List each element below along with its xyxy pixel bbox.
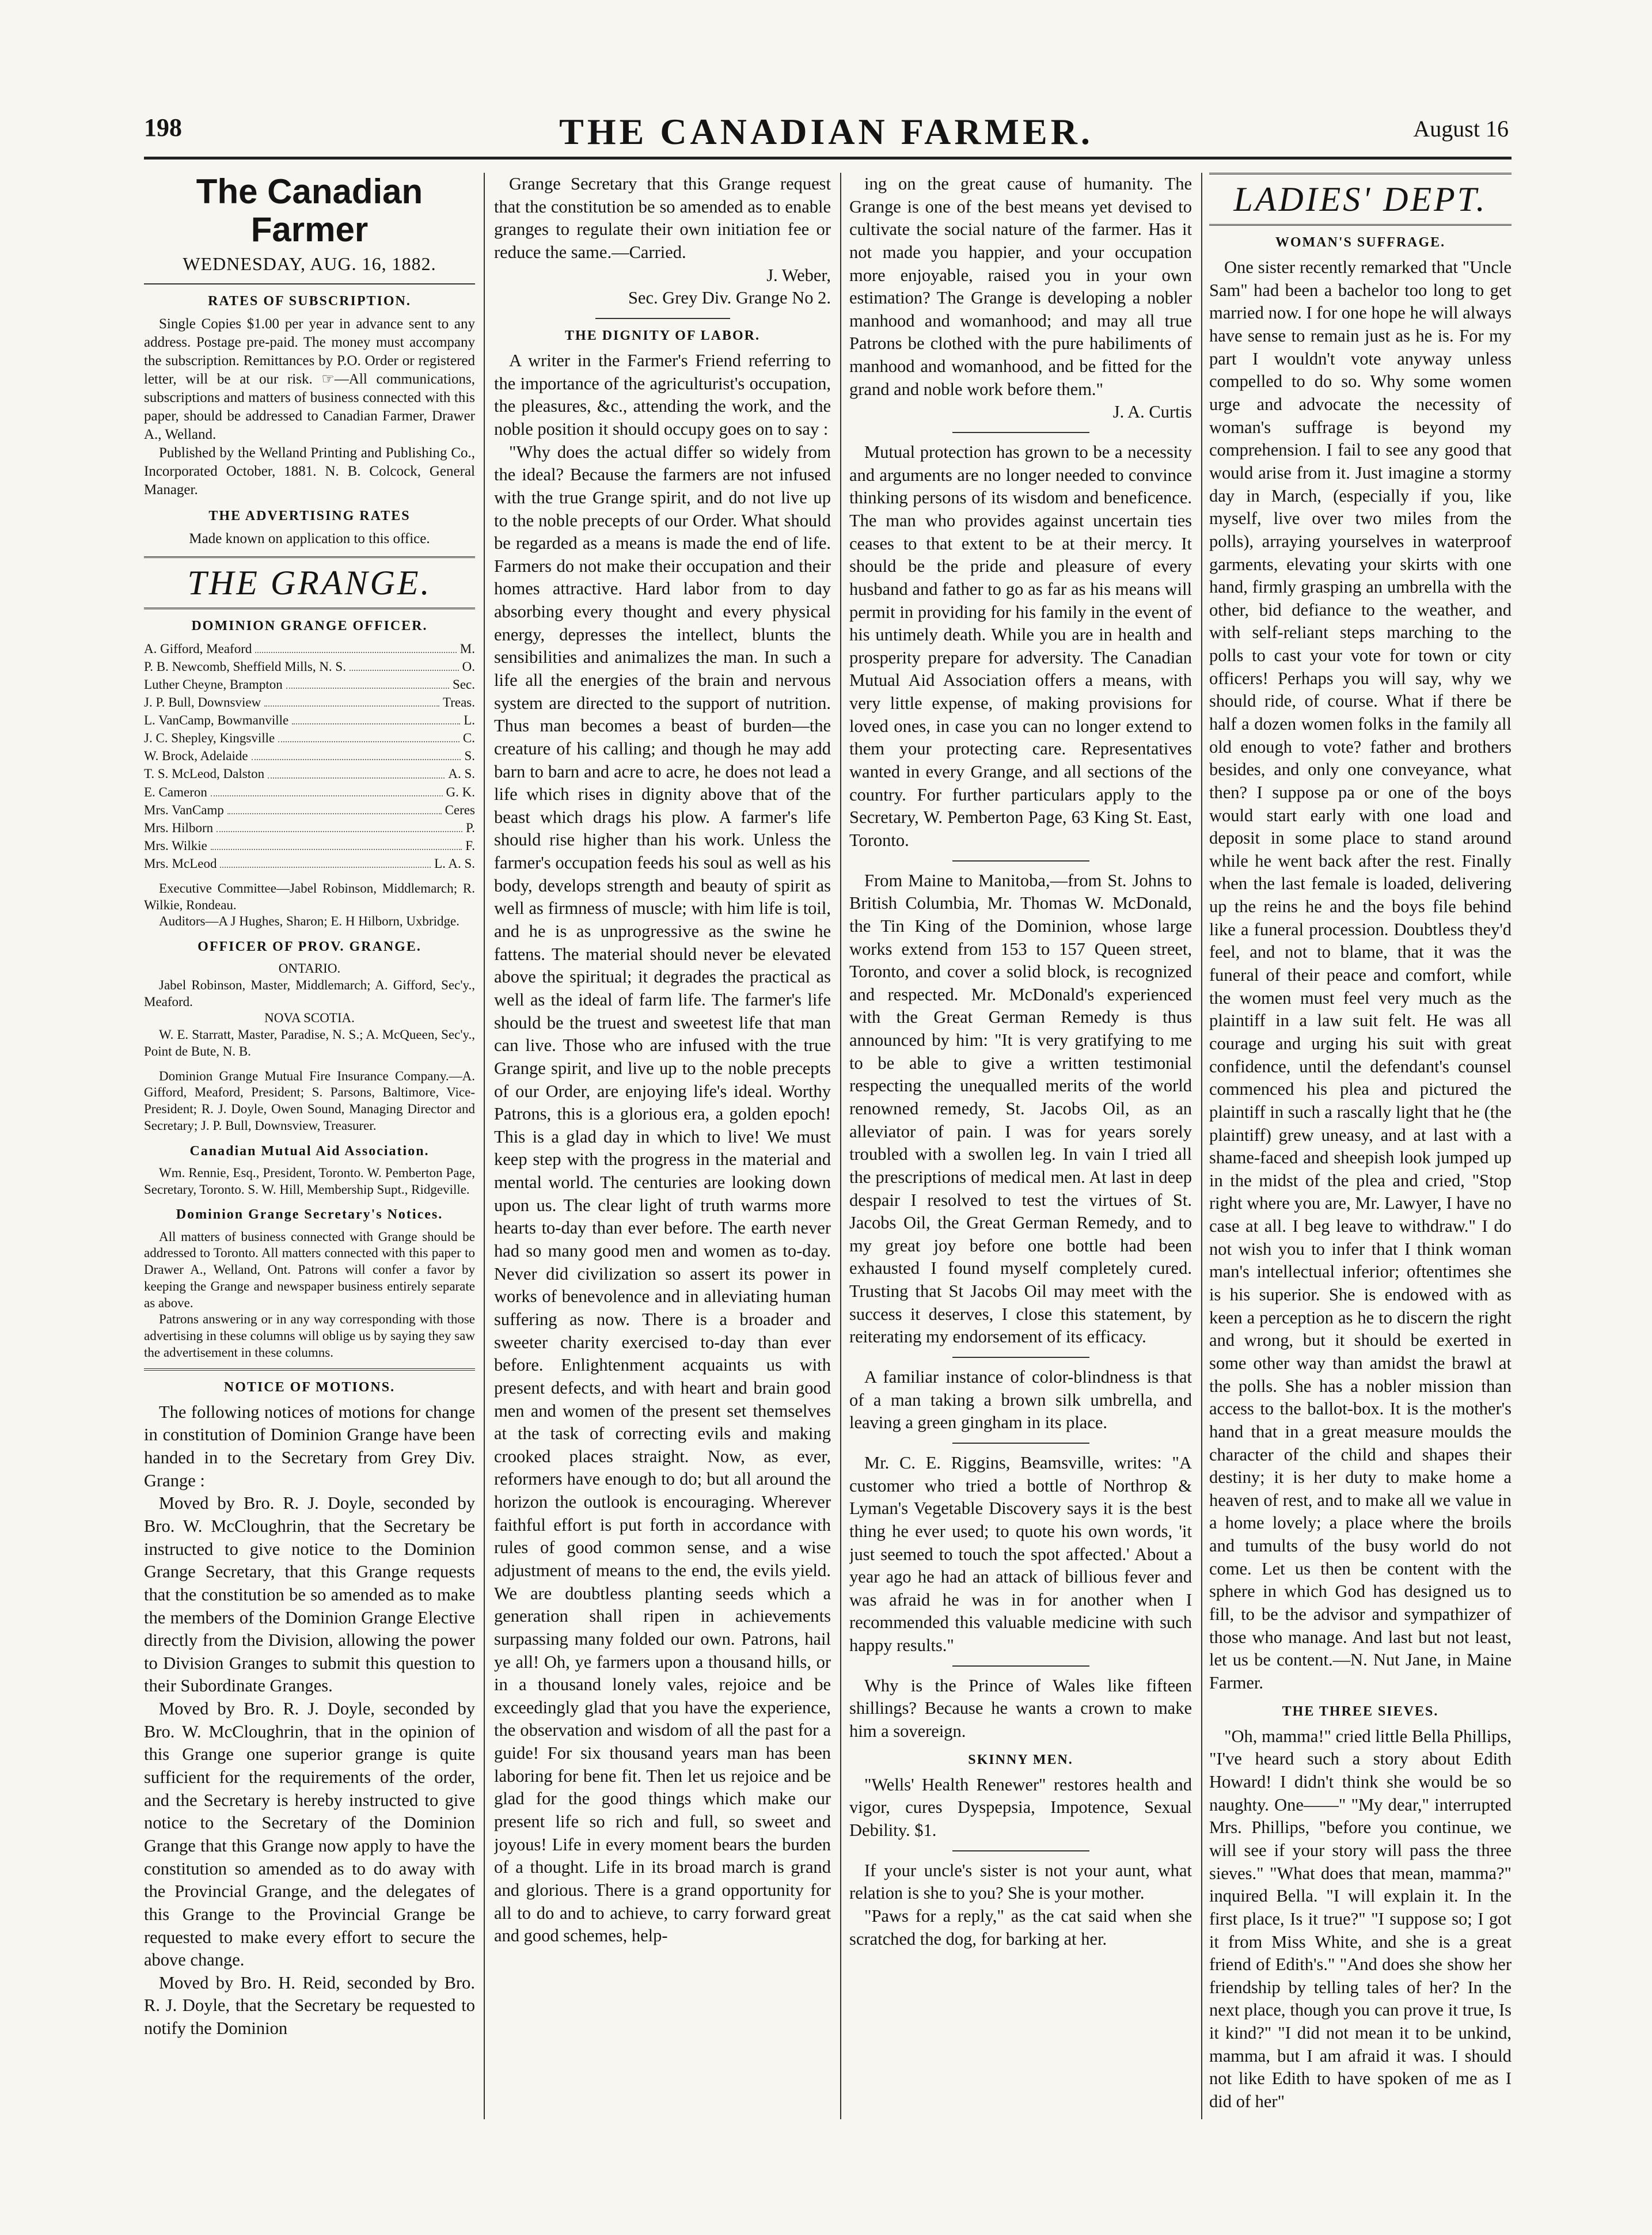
color-blindness-paragraph: A familiar instance of color-blindness is that of a man taking a brown silk umbrella, and leaving a green gingham in its place. [849,1367,1192,1433]
column-divider [840,173,841,2119]
divider [952,1850,1089,1851]
officer-row: J. P. Bull, Downsview Treas. [144,693,475,711]
rates-heading: RATES OF SUBSCRIPTION. [208,293,411,309]
skinny-men-heading: SKINNY MEN. [968,1752,1073,1767]
officer-row: E. Cameron G. K. [144,783,475,801]
officer-row: Mrs. McLeod L. A. S. [144,855,475,872]
officer-row: P. B. Newcomb, Sheffield Mills, N. S. O. [144,658,475,676]
officer-row: Mrs. Hilborn P. [144,819,475,837]
masthead [144,111,1509,152]
officer-row: Mrs. Wilkie F. [144,837,475,855]
published-by: Published by the Welland Printing and Publishing Co., Incorporated October, 1881. N. B. Colcock, General Manager. [144,445,475,498]
divider [952,1357,1089,1358]
mutual-aid-heading: Canadian Mutual Aid Association. [189,1143,430,1159]
column-third [849,173,1192,2125]
masthead-rule [144,157,1512,160]
officer-row: L. VanCamp, Bowmanville L. [144,711,475,729]
nova-scotia-label: NOVA SCOTIA. [264,1011,355,1026]
uncle-sister-riddle: If your uncle's sister is not your aunt, what relation is she to you? She is your mother. [849,1860,1192,1903]
grange-resolution: Grange Secretary that this Grange request that the constitution be so amended as to enable granges to regulate their own initiation fee or reduce the same.—Carried. [494,174,831,262]
riggins-paragraph: Mr. C. E. Riggins, Beamsville, writes: "A customer who tried a bottle of Northrop & Lyman's Vegetable Discovery says it is the best thing he ever used; to quote his own words, 'it just seemed to touch the spot affected.' About a year ago he had an attack of billious fever and was afraid he was in for another when I recommended this valuable medicine with such happy results." [849,1452,1192,1656]
officer-row: W. Brock, Adelaide S. [144,747,475,765]
prov-officer-heading: OFFICER OF PROV. GRANGE. [198,939,421,955]
health-renewer-paragraph: "Wells' Health Renewer" restores health and vigor, cures Dyspepsia, Impotence, Sexual Debility. $1. [849,1774,1192,1841]
three-sieves-story: "Oh, mamma!" cried little Bella Phillips, "I've heard such a story about Edith Howard! I didn't think she would be so naughty. One——" "My dear," interrupted Mrs. Phillips, "before you continue, we will see if your story will pass the three sieves." "What does that mean, mamma?" inquired Bella. "I will explain it. In the first place, Is it true?" "I suppose so; I got it from Miss White, and she is a great friend of Edith's." "And does she show her friendship by telling tales of her? In the next place, though you can prove it true, Is it kind?" "I did not mean it to be unkind, mamma, but I am afraid it was. I should not like Edith to have spoken of me as I did of her" [1209,1726,1512,2111]
masthead-date: August 16 [1413,116,1509,142]
motions-paragraph: Moved by Bro. H. Reid, seconded by Bro. R. J. Doyle, that the Secretary be requested to notify the Dominion [144,1972,475,2039]
paper-name: The Canadian Farmer [196,173,423,249]
article-paragraph: ing on the great cause of humanity. The Grange is one of the best means yet devised to cultivate the social nature of the farmer. Has it not made you happier, and your occupation more enjoyable, raised you in your own estimation? The Grange is developing a nobler manhood and womanhood; and may all true Patrons be clothed with the pure habiliments of manhood and womanhood, and be fitted for the grand and noble work before them." [849,174,1192,399]
prince-joke: Why is the Prince of Wales like fifteen shillings? Because he wants a crown to make him a sovereign. [849,1675,1192,1741]
divider [144,1368,475,1371]
dignity-paragraph: A writer in the Farmer's Friend referring to the importance of the agriculturist's occupation, the pleasures, &c., attending the work, and the noble position it should occupy goes on to say : [494,351,831,439]
officer-row: T. S. McLeod, Dalston A. S. [144,765,475,783]
divider [952,1443,1089,1444]
secretary-notices-heading: Dominion Grange Secretary's Notices. [176,1207,443,1223]
mutual-fire-insurance: Dominion Grange Mutual Fire Insurance Company.—A. Gifford, Meaford, President; S. Parsons, Baltimore, Vice-President; R. J. Doyle, Owen Sound, Managing Director and Secretary; J. P. Bull, Downsview, Treasurer. [144,1068,475,1133]
officers-list [144,640,475,872]
three-sieves-heading: THE THREE SIEVES. [1282,1703,1439,1719]
divider [144,283,475,284]
officer-row: J. C. Shepley, Kingsville C. [144,729,475,747]
signature-name: J. Weber, [766,265,831,285]
executive-committee: Executive Committee—Jabel Robinson, Middlemarch; R. Wilkie, Rondeau. [144,881,475,912]
column-divider [1201,173,1202,2119]
testimonial-paragraph: From Maine to Manitoba,—from St. Johns to British Columbia, Mr. Thomas W. McDonald, the Tin King of the Dominion, whose large works extend from 153 to 157 Queen street, Toronto, and cover a solid block, is recognized and respected. Mr. McDonald's experienced with the Great German Remedy is thus announced by him: "It is very gratifying to me to be able to give a written testimonial respecting the unequalled merits of the world renowned remedy, St. Jacobs Oil, as an alleviator of pain. I was for years sorely troubled with a swollen leg. In vain I tried all the prescriptions of medical men. At last in deep despair I resolved to test the virtues of St. Jacobs Oil, the Great German Remedy, and to my great joy before one bottle had been exhausted I found myself completely cured. Trusting that St Jacobs Oil may meet with the success it deserves, I close this statement, by reiterating my endorsement of its efficacy. [849,870,1192,1347]
mutual-aid-text: Wm. Rennie, Esq., President, Toronto. W. Pemberton Page, Secretary, Toronto. S. W. Hill, Membership Supt., Ridgeville. [144,1165,475,1197]
notices-text-2: Patrons answering or in any way corresponding with those advertising in these columns will oblige us by saying they saw the advertisement in these columns. [144,1312,475,1360]
officer-row: A. Gifford, Meaford M. [144,640,475,658]
cat-joke: "Paws for a reply," as the cat said when she scratched the dog, for barking at her. [849,1906,1192,1949]
ontario-text: Jabel Robinson, Master, Middlemarch; A. Gifford, Sec'y., Meaford. [144,977,475,1009]
column-divider [484,173,485,2119]
dignity-paragraph: "Why does the actual differ so widely from the ideal? Because the farmers are not infused with the true Grange spirit, and do not live up to the noble precepts of our Order. What should be regarded as a means is made the end of life. Farmers do not make their occupation and their homes attractive. Hard labor from to day absorbing every thought and every physical energy, depresses the intellect, blunts the sensibilities and animalizes the man. In such a life all the energies of the brain and nervous system are directed to the support of nutrition. Thus man becomes a beast of burden—the creature of his calling; and though he may add barn to barn and acre to acre, he does not lead a life which rises in dignity above that of the beast which drags his plow. A farmer's life should rise higher than his work. Unless the farmer's occupation feeds his soul as well as his body, develops strength and beauty of spirit as well as firmness of muscle; with him life is toil, and he is as unprogressive as the swine he fattens. The material should never be elevated above the spiritual; it degrades the practical as well as the ideal of farm life. The farmer's life should be the truest and sweetest life that man can live. Those who are infused with the true Grange spirit, and live up to the noble precepts of our Order, are enjoying life's ideal. Worthy Patrons, this is a glorious era, a golden epoch! This is a glad day in which to live! We must keep step with the progress in the material and mental world. The centuries are looking down upon us. The clear light of truth warms more hearts to-day than ever before. The earth never had so many good men and women as to-day. Never did civilization so assert its power in works of benevolence and in alleviating human suffering as now. There is a broader and sweeter charity exercised to-day than ever before. Enlightenment acquaints us with present defects, and with heart and brain good men and women of the present set themselves at the task of correcting evils and making crooked places straight. Now, as ever, reformers have enough to do; but all around the horizon the outlook is encouraging. Wherever faithful effort is put forth in accordance with rules of good common sense, and a wise adjustment of means to the end, the evils yield. We are doubtless planting seeds which a generation shall ripen in achievements surpassing many folded our own. Patrons, hail ye all! Oh, ye farmers upon a thousand hills, or in a thousand lonely vales, rejoice and be exceedingly glad that you have the experience, the observation and wisdom of all the past for a guide! For six thousand years man has been laboring for bene fit. Then let us rejoice and be glad for the good things which make our present life so rich and full, so sweet and joyous! Life in every moment bears the burden of a thought. Life in its broad march is grand and glorious. There is a grand opportunity for all to do and to achieve, to carry forward great and good schemes, help- [494,442,831,1946]
divider [952,1665,1089,1667]
newspaper-title: THE CANADIAN FARMER. [559,111,1093,152]
dignity-heading: THE DIGNITY OF LABOR. [565,328,760,343]
officer-row: Luther Cheyne, Brampton Sec. [144,676,475,693]
motions-heading: NOTICE OF MOTIONS. [223,1379,396,1395]
motions-paragraph: Moved by Bro. R. J. Doyle, seconded by Bro. W. McCloughrin, that the Secretary be instructed to give notice to the Dominion Grange Secretary, that this Grange requests that the constitution be so amended as to make the members of the Dominion Grange Elective directly from the Division, allowing the power to Division Granges to submit this question to their Subordinate Granges. [144,1493,475,1696]
officer-row: Mrs. VanCamp Ceres [144,801,475,819]
signature-name: J. A. Curtis [1112,402,1192,422]
divider [595,318,730,319]
woman-suffrage-heading: WOMAN'S SUFFRAGE. [1275,235,1446,250]
suffrage-article: One sister recently remarked that "Uncle Sam" had been a bachelor too long to get married now. I for one hope he will always have sense to remain just as he is. For my part I wouldn't vote anyway unless compelled to do so. Why some women urge and advocate the necessity of woman's suffrage is beyond my comprehension. I fail to see any good that would arise from it. Just imagine a stormy day in March, (especially if you, like myself, live over two miles from the polls), arraying yourselves in waterproof garments, elevating your skirts with one hand, firmly grasping an umbrella with the other, bid defiance to the weather, and with self-reliant steps marching to the polls to cast your vote for town or city officers! Perhaps you will say, why we should ride, of course. What if there be half a dozen women folks in the family all old enough to vote? father and brothers besides, and only one conveyance, what then? I suppose pa or one of the boys would start early with one load and deposit in some place to stand around while he went back after the rest. Finally when the last female is loaded, delivering up the reins he and the boys file behind like a funeral procession. Doubtless they'd feel, and not to blame, that it was the funeral of their peace and comfort, while the women must feel very much as the plaintiff in a law suit felt. He was all courage and urging his suit with great confidence, until the defendant's counsel commenced his plea and pictured the plaintiff in such a rascally light that he (the plaintiff) grew uneasy, and at last with a shame-faced and sheepish look jumped up in the midst of the plea and cried, "Stop right where you are, Mr. Lawyer, I have no case at all. I beg leave to withdraw." I do not wish you to infer that I think woman man's intellectual inferior; oftentimes she is his superior. She is endowed with as keen a perception as he to discern the right and wrong, but it should be exerted in some other way than amidst the brawl at the polls. She has a nobler mission than access to the ballot-box. It is the mother's hand that in a great measure moulds the character of the child and shapes their destiny; it is her duty to make home a heaven of rest, and to make all we value in a home lovely; a place where the broils and tumults of the busy world do not come. Let us then be content with the sphere in which God has designed us to fill, to be the advisor and sympathizer of those who manage. And last but not least, let us be content.—N. Nut Jane, in Maine Farmer. [1209,257,1512,1693]
rates-text: Single Copies $1.00 per year in advance sent to any address. Postage pre-paid. The money must accompany the subscription. Remittances by P.O. Order or registered letter, will be at our risk. ☞—All communications, subscriptions and matters of business connected with this paper, should be addressed to Canadian Farmer, Drawer A., Welland. [144,316,475,442]
page-number: 198 [144,113,182,142]
column-second [494,173,831,2125]
advert-heading: THE ADVERTISING RATES [208,508,411,523]
dominion-officers-heading: DOMINION GRANGE OFFICER. [191,618,428,633]
issue-date: WEDNESDAY, AUG. 16, 1882. [183,253,436,274]
motions-paragraph: Moved by Bro. R. J. Doyle, seconded by Bro. W. McCloughrin, that in the opinion of this Grange one superior grange is quite sufficient for the requirements of the order, and the Secretary is hereby instructed to give notice to the Secretary of the Dominion Grange that this Grange now apply to have the constitution so amended as to do away with the Provincial Grange, and the delegates of this Grange to the Provincial Grange be requested to make every effort to secure the above change. [144,1699,475,1970]
notices-text-1: All matters of business connected with Grange should be addressed to Toronto. All matters connected with this paper to Drawer A., Welland, Ont. Patrons will confer a favor by keeping the Grange and newspaper business entirely separate as above. [144,1229,475,1310]
ontario-label: ONTARIO. [278,961,341,976]
column-right [1209,173,1512,2125]
divider [952,860,1089,862]
mutual-protection-paragraph: Mutual protection has grown to be a necessity and arguments are no longer needed to convince thinking persons of its wisdom and beneficence. The man who provides against uncertain ties ceases to that extent to be at their mercy. It should be the pride and pleasure of every husband and father to go as far as his means will permit in providing for his family in the event of his untimely death. While you are in health and prosperity prepare for adversity. The Canadian Mutual Aid Association offers a means, with very little expense, of making provisions for loved ones, in case you can no longer extend to them your protecting care. Representatives wanted in every Grange, and all sections of the country. For further particulars apply to the Secretary, W. Pemberton Page, 63 King St. East, Toronto. [849,442,1192,850]
auditors: Auditors—A J Hughes, Sharon; E. H Hilborn, Uxbridge. [159,914,459,929]
divider [952,432,1089,433]
ladies-dept-title: LADIES' DEPT. [1209,173,1512,226]
nova-scotia-text: W. E. Starratt, Master, Paradise, N. S.; A. McQueen, Sec'y., Point de Bute, N. B. [144,1027,475,1058]
grange-section-title: THE GRANGE. [144,556,475,609]
column-left [144,173,475,2125]
advert-text: Made known on application to this office. [189,530,430,547]
motions-paragraph: The following notices of motions for change in constitution of Dominion Grange have been handed in to the Secretary from Grey Div. Grange : [144,1402,475,1490]
signature-title: Sec. Grey Div. Grange No 2. [628,288,831,308]
